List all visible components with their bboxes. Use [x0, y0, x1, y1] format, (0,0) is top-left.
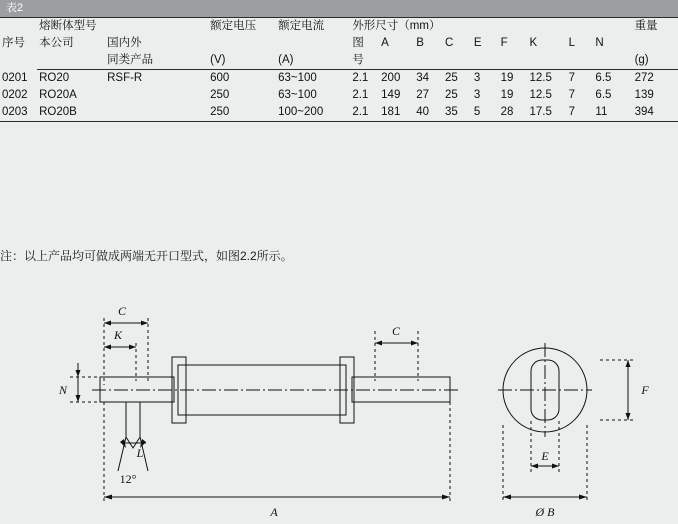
- header-dim-N-blank: [593, 52, 632, 70]
- cell-weight: 394: [633, 104, 678, 122]
- label-L: L: [136, 446, 144, 460]
- cell-model-ours: RO20: [39, 72, 70, 84]
- cell-model-ours: RO20A: [39, 89, 77, 101]
- header-model-other-line2: 同类产品: [105, 52, 208, 70]
- header-fig-line2: 号: [350, 52, 379, 70]
- label-C-right: C: [391, 324, 401, 338]
- header-dim-N: N: [595, 37, 604, 49]
- cell-dim-A: 149: [381, 89, 401, 101]
- cell-dim-B: 27: [416, 89, 429, 101]
- cell-dim-N: 6.5: [595, 89, 612, 101]
- cell-dim-F: 19: [500, 89, 514, 101]
- cell-fig: 2.1: [352, 72, 369, 84]
- table-caption-bar: [0, 0, 678, 17]
- fuse-technical-drawing: [0, 285, 678, 524]
- header-dim-B: B: [416, 37, 424, 49]
- cell-current: 63~100: [278, 72, 317, 84]
- cell-weight: 139: [634, 89, 654, 101]
- cell-model-ours: RO20B: [37, 104, 105, 122]
- arrow-K-right: [129, 345, 136, 350]
- header-weight: 重量: [633, 18, 678, 36]
- table-row: [0, 104, 678, 122]
- cell-fig: 2.1: [350, 104, 379, 122]
- header-dim-E: E: [473, 37, 482, 49]
- header-dim-L-blank: [567, 52, 594, 70]
- cell-dim-A: 200: [381, 72, 401, 84]
- header-voltage-unit: (V): [208, 52, 276, 70]
- cell-dim-C: 25: [445, 89, 458, 101]
- cell-seq: 0203: [0, 104, 37, 122]
- cell-dim-L: 7: [567, 104, 594, 122]
- label-A: A: [270, 505, 278, 519]
- header-model-group: 熔断体型号: [37, 18, 208, 36]
- cell-current: 63~100: [278, 89, 317, 101]
- cell-dim-E: 3: [473, 89, 481, 101]
- header-model-other-line1: 国内外: [107, 37, 142, 49]
- cell-voltage: 250: [210, 89, 230, 101]
- header-dim-F-blank: [499, 52, 528, 70]
- arrow-C-top-right: [141, 321, 148, 326]
- cell-fig: 2.1: [352, 89, 369, 101]
- cell-model-other: RSF-R: [107, 72, 143, 84]
- table-row: [0, 87, 678, 104]
- table-row: [0, 70, 678, 88]
- cell-voltage: 250: [208, 104, 276, 122]
- header-rated-current: 额定电流: [276, 18, 350, 36]
- header-weight-blank: [633, 35, 678, 52]
- header-dim-F: F: [500, 37, 508, 49]
- cell-seq: 0202: [2, 89, 28, 101]
- specification-table: [0, 17, 678, 122]
- cell-model-other: [105, 87, 208, 104]
- arrow-K-left: [104, 345, 111, 350]
- header-dimensions: 外形尺寸（mm）: [350, 18, 632, 36]
- arrow-A-left: [104, 495, 112, 500]
- label-C-top: C: [117, 304, 127, 318]
- label-N: N: [58, 383, 68, 397]
- header-current-unit: (A): [276, 52, 350, 70]
- fuse-blade-slot: [126, 402, 140, 448]
- header-dim-L: L: [568, 37, 576, 49]
- header-model-ours-blank: [37, 52, 105, 70]
- arrow-E-left: [531, 464, 538, 469]
- header-fig-line1: 图: [352, 37, 364, 49]
- arrow-B-right: [579, 495, 587, 500]
- header-rated-voltage: 额定电压: [208, 18, 276, 36]
- header-dim-A: A: [381, 37, 389, 49]
- header-seq: 序号: [0, 18, 37, 70]
- cell-dim-E: 5: [472, 104, 499, 122]
- label-angle: 12°: [119, 472, 137, 486]
- header-dim-K-blank: [528, 52, 567, 70]
- table-header-row-1: [0, 18, 678, 36]
- arrow-A-right: [442, 495, 450, 500]
- label-diameter-B: Ø B: [535, 505, 555, 519]
- label-K: K: [113, 328, 123, 342]
- cell-dim-B: 40: [414, 104, 443, 122]
- cell-dim-C: 35: [443, 104, 472, 122]
- header-dim-C-blank: [443, 52, 472, 70]
- header-weight-unit: (g): [633, 52, 678, 70]
- header-dim-E-blank: [472, 52, 499, 70]
- cell-voltage: 600: [210, 72, 230, 84]
- arrow-F-bottom: [626, 413, 631, 420]
- arrow-N-top: [76, 370, 81, 377]
- cell-dim-A: 181: [379, 104, 414, 122]
- cell-dim-F: 28: [499, 104, 528, 122]
- footnote: 注：以上产品均可做成两端无开口型式，如图2.2所示。: [0, 249, 293, 263]
- header-current-unit-spacer: [276, 35, 350, 52]
- table-caption-label: 表2: [6, 2, 24, 14]
- arrow-N-bottom: [76, 395, 81, 402]
- cell-dim-L: 7: [568, 72, 576, 84]
- cell-dim-N: 11: [593, 104, 632, 122]
- table-header-row-2: [0, 35, 678, 52]
- cell-dim-E: 3: [473, 72, 481, 84]
- cell-dim-C: 25: [445, 72, 458, 84]
- arrow-C-right-right: [411, 341, 418, 346]
- cell-dim-N: 6.5: [595, 72, 612, 84]
- header-voltage-unit-spacer: [208, 35, 276, 52]
- arrow-C-top-left: [104, 321, 111, 326]
- header-dim-C: C: [445, 37, 454, 49]
- cell-model-other: [105, 104, 208, 122]
- label-F: F: [641, 383, 649, 397]
- cell-current: 100~200: [276, 104, 350, 122]
- cell-weight: 272: [634, 72, 654, 84]
- arrow-C-right-left: [375, 341, 382, 346]
- cell-dim-L: 7: [568, 89, 576, 101]
- header-dim-K: K: [529, 37, 538, 49]
- table-header-row-3: [0, 52, 678, 70]
- cell-dim-F: 19: [500, 72, 514, 84]
- arrow-F-top: [626, 360, 631, 367]
- cell-dim-B: 34: [416, 72, 429, 84]
- cell-dim-K: 12.5: [529, 72, 552, 84]
- cell-dim-K: 17.5: [528, 104, 567, 122]
- cell-seq: 0201: [2, 71, 28, 84]
- arrow-B-left: [503, 495, 511, 500]
- cell-dim-K: 12.5: [529, 89, 552, 101]
- drawing-svg: [0, 285, 678, 524]
- arrow-E-right: [552, 464, 559, 469]
- label-E: E: [541, 449, 549, 463]
- header-model-ours: 本公司: [39, 37, 74, 49]
- header-dim-B-blank: [414, 52, 443, 70]
- header-dim-A-blank: [379, 52, 414, 70]
